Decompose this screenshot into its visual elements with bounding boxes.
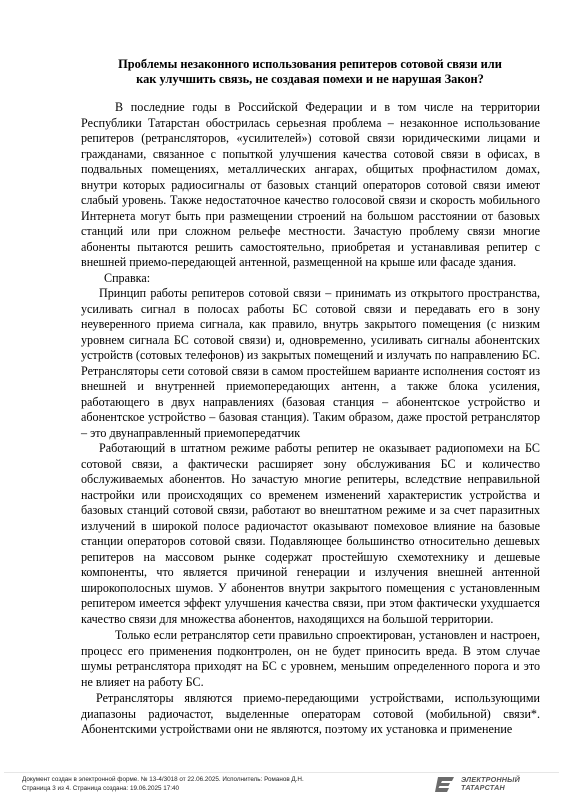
paragraph-reference-label: Справка: xyxy=(104,270,151,285)
paragraph-repeater-principle: Принцип работы репитеров сотовой связи – принимать из открытого пространства, усиливать сигнал в полосах работы БС сотовой связи и передавать его в зону неуверенного приема сигнала, как правило, внутрь закрытого помещения (с низким уровнем сигнала БС сотовой связи) и, одновременно, усиливать сигналы абонентских устройств (сотовых телефонов) из закрытых помещений и излучать по направлению БС. Ретрансляторы сети сотовой связи в самом простейшем варианте исполнения состоят из внешней и внутренней приемопередающих антенн, а также блока усиления, работающего в двух направлениях (базовая станция – абонентское устройство и абонентское устройство – базовая станция). Таким образом, даже простой ретранслятор – это двунаправленный приемопередатчик xyxy=(81,286,540,440)
footer-document-info: Документ создан в электронной форме. № 13-4/3018 от 22.06.2025. Исполнитель: Романов Д.Н. xyxy=(22,776,304,783)
footer-divider xyxy=(4,772,559,773)
logo-wordmark xyxy=(461,776,520,792)
paragraph-repeater-interference: Работающий в штатном режиме работы репитер не оказывает радиопомехи на БС сотовой связи, а фактически расширяет зону обслуживания БС и количество обслуживаемых абонентов. Но зачастую многие репитеры, вследствие неправильной настройки или происходящих со временем изменений характеристик устройства и базовых станций сотовой связи, работают во внештатном режиме и за счет паразитных излучений в широкой полосе радиочастот оказывают помеховое влияние на базовые станции операторов сотовой связи. Подавляющее большинство относительно дешевых репитеров на массовом рынке содержат простейшую схемотехнику и дешевые компоненты, что является причиной генерации и излучения внешней антенной широкополосных шумов. У абонентов внутри закрытого помещения с установленным репитером имеется эффект улучшения качества связи, при этом фактически ухудшается качество связи для множества абонентов, находящихся на большой территории. xyxy=(81,441,540,626)
paragraph-intro: В последние годы в Российской Федерации и в том числе на территории Республики Татарстан обострилась серьезная проблема – незаконное использование репитеров (ретрансляторов, «усилителей») сотовой связи юридическими лицами и гражданами, связанное с попыткой улучшения качества сотовой связи в офисах, в подвальных помещениях, металлических ангарах, общитых профнастилом домах, внутри которых радиосигналы от базовых станций операторов сотовой связи имеют слабый уровень. Также недостаточное качество голосовой связи и скорость мобильного Интернета могут быть при размещении строений на большом расстоянии от базовых станций или при сложном рельефе местности. Зачастую проблему связи многие абоненты пытаются решить самостоятельно, приобретая и устанавливая репитер с внешней приемо-передающей антенной, размещенной на крыше или фасаде здания. xyxy=(81,100,540,269)
title-line-2: как улучшить связь, не создавая помехи и не нарушая Закон? xyxy=(136,72,484,86)
title-line-1: Проблемы незаконного использования репитеров сотовой связи или xyxy=(118,57,502,71)
footer-page-info: Страница 3 из 4. Страница создана: 19.06.2025 17:40 xyxy=(22,785,180,792)
document-title xyxy=(95,57,525,87)
paragraph-repeaters-definition: Ретрансляторы являются приемо-передающими устройствами, использующими диапазоны радиочастот, выделенные операторам сотовой (мобильной) связи*. Абонентскими устройствами они не являются, поэтому их установка и применение xyxy=(81,691,540,736)
logo-line-1: ЭЛЕКТРОННЫЙ xyxy=(461,775,520,784)
logo-line-2: ТАТАРСТАН xyxy=(461,783,505,792)
document-body xyxy=(81,100,540,738)
electronic-tatarstan-logo xyxy=(435,774,555,794)
footer-metadata xyxy=(22,775,304,793)
paragraph-proper-setup: Только если ретранслятор сети правильно спроектирован, установлен и настроен, процесс его применения подконтролен, он не будет приносить вреда. В этом случае шумы ретранслятора приходят на БС с уровнем, меньшим определенного порога и это не влияет на работу БС. xyxy=(81,628,540,689)
document-footer xyxy=(4,772,559,796)
electronic-tatarstan-logo-icon xyxy=(435,774,457,794)
